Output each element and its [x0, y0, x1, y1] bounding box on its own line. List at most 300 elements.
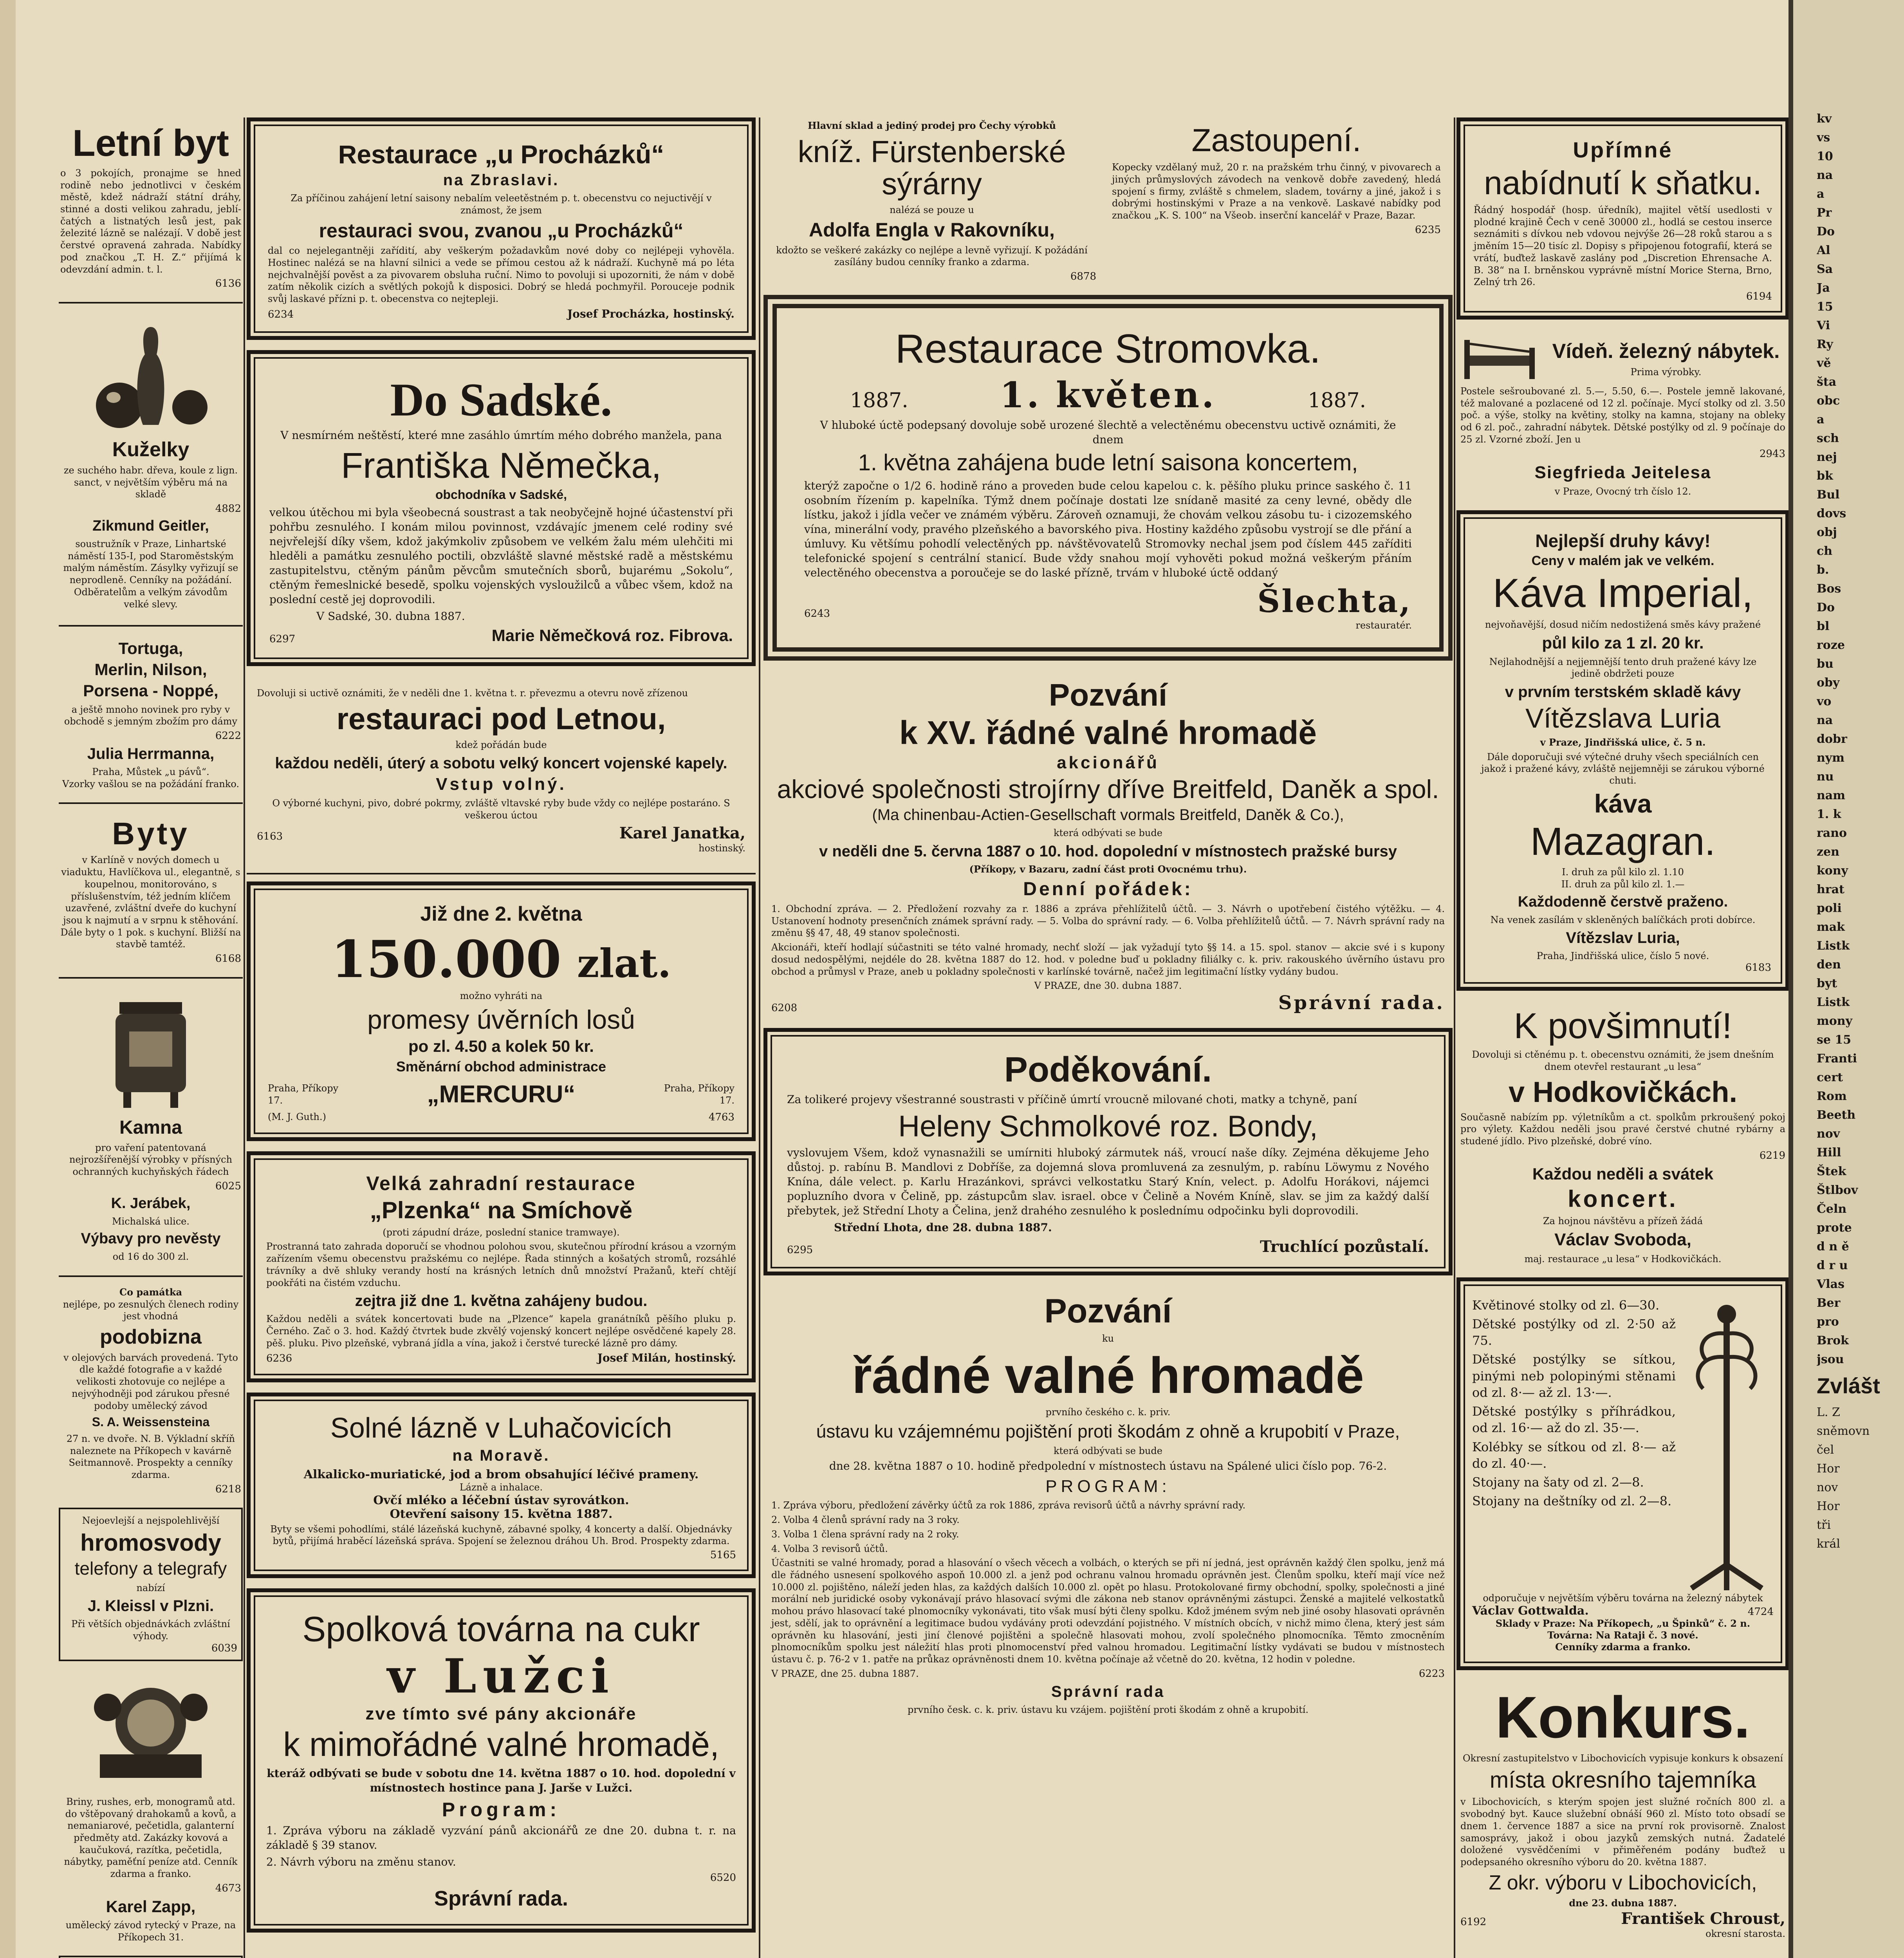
gott-num: 4724	[1747, 1606, 1774, 1618]
konkurs-role: okresní starosta.	[1705, 1928, 1785, 1940]
strom-role: restauratér.	[1355, 620, 1412, 631]
tortuga-1: Tortuga,	[118, 639, 183, 658]
gott-item-3: Dětské postýlky se sítkou, pinými neb polopinými stěnami od zl. 8·— až zl. 13·—.	[1472, 1352, 1676, 1400]
podek-footer	[787, 1237, 1429, 1256]
byty-title: Byty	[112, 816, 189, 851]
ad-vydelek	[59, 1956, 243, 1958]
luzice-item-1: 1. Zpráva výboru na základě vyzvání pánů akcionářů ze dne 20. dubna t. r. na základě § 39 stanov.	[266, 1824, 736, 1852]
cropped-line-54: nov	[1817, 1127, 1840, 1141]
zast-num: 6235	[1415, 224, 1441, 236]
zapp-name: Karel Zapp,	[106, 1897, 196, 1916]
konkurs-sign: František Chroust,	[1621, 1909, 1785, 1928]
kava-text: nejvoňavější, dosud ničím nedostižená směs kávy pražené	[1485, 619, 1761, 630]
ad-ustav	[763, 1286, 1453, 1720]
ustav-item-4: 4. Volba 3 revisorů účtů.	[771, 1543, 888, 1554]
podek-date: Střední Lhota, dne 28. dubna 1887.	[834, 1221, 1052, 1234]
cropped-line-41: hrat	[1817, 883, 1844, 896]
gott-name-row	[1472, 1604, 1774, 1618]
ad-zastoupeni	[1108, 117, 1445, 285]
luhacovice-l2: Lázně a inhalace.	[459, 1482, 543, 1493]
hodkov-title: K povšimnutí!	[1514, 1006, 1732, 1046]
breit-sign: Správní rada.	[1278, 992, 1445, 1014]
cropped-line-33: dobr	[1817, 732, 1847, 746]
cropped-line-bottom-5: Hor	[1817, 1499, 1840, 1513]
column-2	[247, 117, 756, 1958]
cropped-line-50: Franti	[1817, 1052, 1857, 1066]
cropped-line-3: na	[1817, 168, 1833, 182]
cropped-line-31: vo	[1817, 695, 1832, 708]
skittles-illustration	[60, 319, 241, 433]
ustav-ku: ku	[1102, 1333, 1114, 1344]
prochazka-title: Restaurace „u Procházků“	[338, 140, 664, 169]
hodkov-place: v Hodkovičkách.	[1508, 1075, 1737, 1108]
luzice-sign: Správní rada.	[434, 1886, 568, 1910]
ustav-footer	[771, 1668, 1445, 1680]
hodkov-text: Současně nabízím pp. výletníkům a ct. spolkům prkroušený pokoj pro výlety. Každou neděli jsou pravé čerstvé chutné rybárny a studené jídlo. Pivo plzeňské, dobré víno.	[1460, 1111, 1785, 1147]
ad-mercur	[247, 881, 756, 1141]
gott-name: Václav Gottwalda.	[1472, 1604, 1589, 1618]
vybavy-text: od 16 do 300 zl.	[112, 1251, 189, 1263]
cropped-line-5: Pr	[1817, 206, 1832, 220]
kava-sign-addr: Praha, Jindřišská ulice, číslo 5 nové.	[1536, 950, 1709, 961]
kava-sub: Ceny v malém jak ve velkém.	[1531, 553, 1715, 568]
ustav-sign2: prvního česk. c. k. priv. ústavu ku vzájem. pojištění proti škodám z ohně a krupobití.	[907, 1704, 1309, 1716]
cropped-line-bottom-4: nov	[1817, 1480, 1838, 1494]
cropped-line-0: kv	[1817, 112, 1832, 126]
cropped-line-44: Listk	[1817, 939, 1850, 953]
kava-mazagran2: Mazagran.	[1530, 820, 1716, 864]
letnou-entry: Vstup volný.	[436, 774, 567, 794]
prochazka-mid: restauraci svou, zvanou „u Procházků“	[319, 219, 684, 242]
kava-addr: v Praze, Jindřišská ulice, č. 5 n.	[1540, 737, 1706, 748]
cropped-line-64: pro	[1817, 1315, 1839, 1329]
tortuga-2: Merlin, Nilson,	[94, 660, 207, 679]
ad-prochazka	[247, 117, 756, 340]
ustav-item-1: 1. Zpráva výboru, předložení závěrky účtů za rok 1886, zpráva revisorů účtů a návrhy správní rady.	[771, 1500, 1246, 1511]
strom-footer	[804, 583, 1412, 620]
hodkov-invite: Za hojnou návštěvu a přízeň žádá	[1543, 1215, 1703, 1226]
konkurs-footer	[1460, 1909, 1785, 1928]
snatek-num: 6194	[1746, 291, 1772, 303]
hodkov-sunday: Každou neděli a svátek	[1532, 1164, 1714, 1183]
gott-item-7: Stojany na deštníky od zl. 2—8.	[1472, 1494, 1672, 1509]
podek-num: 6295	[787, 1244, 813, 1256]
cropped-lines	[1817, 110, 1904, 1369]
gott-item-6: Stojany na šaty od zl. 2—8.	[1472, 1475, 1644, 1490]
gott-list	[1472, 1295, 1676, 1592]
nabytek-sub: Prima výrobky.	[1630, 366, 1702, 378]
cropped-line-62: Vlas	[1817, 1277, 1845, 1291]
cropped-line-53: Beeth	[1817, 1108, 1856, 1122]
letni-title: Letní byt	[72, 122, 229, 164]
divider	[59, 1275, 243, 1277]
plzenka-num: 6236	[266, 1353, 292, 1365]
cropped-lines-bottom	[1817, 1403, 1904, 1553]
prochazka-sign: Josef Procházka, hostinský.	[567, 307, 735, 320]
mercur-win: možno vyhráti na	[460, 990, 543, 1002]
podobizna-head: Co památka	[119, 1286, 182, 1298]
snatek-title: nabídnutí k sňatku.	[1484, 164, 1762, 201]
geitler-name: Zikmund Geitler,	[92, 518, 209, 535]
kava-fresh: Každodenně čerstvě praženo.	[1518, 893, 1728, 910]
cropped-line-10: 15	[1817, 300, 1833, 314]
podobizna-text: nejlépe, po zesnulých členech rodiny jest vhodná	[63, 1299, 239, 1322]
breit-num: 6208	[771, 1002, 798, 1014]
cropped-line-51: cert	[1817, 1071, 1843, 1084]
mercur-amount-row	[268, 929, 735, 990]
kava-price-1: I. druh za půl kilo zl. 1.10	[1562, 867, 1684, 878]
cropped-line-32: na	[1817, 713, 1833, 727]
ad-konkurs	[1456, 1680, 1789, 1942]
ad-kamna	[59, 986, 243, 1265]
breit-ak: akcionářů	[1057, 753, 1159, 772]
sadska-sign: Marie Němečková roz. Fibrova.	[491, 626, 733, 645]
stove-illustration	[60, 994, 241, 1112]
letni-num: 6136	[215, 278, 241, 290]
sadska-text: velkou útěchou mi byla všeobecná soustrast a tak neobyčejně hojné účastenství při pohřbu zesnulého. I konám milou povinnost, vzdávajíc jmenem celé rodiny své nejvřelejší díky všem, kdož jakýmkoliv způsobem ve velkém žalu mém ulehčiti mi hleděli a památku zesnulého poctili, obzvláště slavné městské radě a městskému zastupitelstvu, ctěným pánům pěvcům smutečních sborů, bujarému „Sokolu“, ctěným řemeslnické besedě, spolku vojenských vysloužilců a vůbec všem, kdož na poslední cestě jej doprovodili.	[269, 506, 733, 606]
kuzelky-text: ze suchého habr. dřeva, koule z lign. sanct, v největším výběru má na skladě	[63, 464, 238, 500]
kava-shop: v prvním terstském skladě kávy	[1505, 683, 1741, 701]
luzice-program: Program:	[442, 1798, 561, 1821]
plzenka-sign: Josef Milán, hostinský.	[597, 1351, 736, 1365]
plzenka-open: zejtra již dne 1. května zahájeny budou.	[355, 1292, 648, 1310]
mercur-price: po zl. 4.50 a kolek 50 kr.	[408, 1037, 594, 1056]
ad-sadska	[247, 350, 756, 666]
kava-note: Na venek zasílám v skleněných balíčkách proti dobírce.	[1490, 914, 1756, 925]
cropped-line-49: se 15	[1817, 1033, 1852, 1047]
luhacovice-title: Solné lázně v Luhačovicích	[330, 1413, 672, 1444]
jerabek-addr: Michalská ulice.	[112, 1216, 189, 1227]
cropped-line-29: bu	[1817, 657, 1834, 671]
cropped-line-43: mak	[1817, 920, 1845, 934]
luhacovice-l3: Ovčí mléko a léčební ústav syrovátkon.	[373, 1493, 629, 1507]
gott-item-5: Kolébky se sítkou od zl. 8·— až do zl. 40·—.	[1472, 1439, 1676, 1471]
strom-sign: Šlechta,	[1257, 582, 1412, 620]
ad-snatek	[1456, 117, 1789, 320]
plzenka-footer	[266, 1351, 736, 1364]
ad-stromovka	[763, 295, 1453, 660]
kamna-title: Kamna	[119, 1117, 182, 1138]
breit-prog: Denní pořádek:	[1023, 878, 1193, 900]
luzice-num: 6520	[710, 1871, 736, 1884]
cropped-line-60: d n ě	[1817, 1240, 1849, 1254]
cropped-line-55: Hill	[1817, 1146, 1841, 1160]
mercur-promesy: promesy úvěrních losů	[367, 1005, 635, 1035]
gott-addr: Sklady v Praze: Na Příkopech, „u Špinků“ č. 2 n. Továrna: Na Rataji č. 3 nové.	[1495, 1617, 1751, 1641]
cropped-line-12: Ry	[1817, 338, 1833, 351]
cropped-line-25: Bos	[1817, 582, 1841, 596]
breit-title: Pozvání	[1049, 677, 1168, 712]
vybavy-title: Výbavy pro nevěsty	[81, 1230, 221, 1247]
snatek-text: Řádný hospodář (hosp. úředník), majitel větší usedlosti v plodné krajině Čech v ceně 30000 zl., hodlá se cestou inserce seznámiti s dívkou neb vdovou nejvýše 26—28 roků starou a s jměním 15—20 tisíc zl. Dopisy s připojenou fotografií, která se vrátí, buďtež laskavě zaslány pod „Discretion Ehrensache A. B. 38“ na I. brněnskou vyprávně místní Morice Sterna, Brno, Zelný trh 26.	[1474, 204, 1772, 288]
ustav-prog: PROGRAM:	[1045, 1477, 1171, 1496]
letnou-footer	[257, 824, 745, 842]
plzenka-title: „Plzenka“ na Smíchově	[370, 1197, 633, 1223]
sadska-title: Do Sadské.	[390, 373, 612, 426]
kleissl-from: nabízí	[136, 1582, 165, 1593]
kava-head: Nejlepší druhy kávy!	[1535, 530, 1711, 551]
kamna-num: 6025	[215, 1180, 241, 1192]
hodkov-role: maj. restaurace „u lesa“ v Hodkovičkách.	[1524, 1253, 1722, 1264]
column-rule	[1454, 117, 1455, 1958]
ad-plzenka	[247, 1151, 756, 1382]
cropped-line-23: ch	[1817, 544, 1833, 558]
cropped-line-59: prote	[1817, 1221, 1852, 1235]
ad-podekovani	[763, 1028, 1453, 1275]
cropped-line-47: Listk	[1817, 995, 1850, 1009]
breit-german: (Ma chinenbau-Actien-Gesellschaft vormals Breitfeld, Daněk & Co.),	[872, 806, 1344, 824]
cropped-line-27: bl	[1817, 620, 1830, 633]
kava-mazagran1: káva	[1594, 789, 1652, 818]
breit-company: akciové společnosti strojírny dříve Breitfeld, Daněk a spol.	[777, 774, 1439, 804]
podek-sign: Truchlící pozůstalí.	[1260, 1237, 1429, 1256]
strom-date-row	[804, 374, 1412, 416]
syry-title: kníž. Fürstenberské sýrárny	[798, 134, 1066, 201]
mercur-head: Již dne 2. května	[420, 903, 582, 926]
letnou-title: restauraci pod Letnou,	[336, 701, 666, 736]
cropped-line-8: Sa	[1817, 262, 1833, 276]
ad-podobizna	[59, 1284, 243, 1497]
tortuga-3: Porsena - Noppé,	[83, 681, 218, 700]
nabytek-text: Postele sešroubované zl. 5.—, 5.50, 6.—. Postele jemně lakované, též malované a pozlacené od 12 zl. počínaje. Mycí stolky od zl. 3.50 poč. a výše, stolky na květiny, stolky na kamna, stojany na obleky od 6 zl. poč., zahradní nábytek. Dětské postýlky od zl. 9 počínaje do 25 zl. Vzorné zboží. Jen u	[1460, 386, 1785, 445]
ad-letnou	[247, 676, 756, 863]
luzice-meeting: k mimořádné valné hromadě,	[283, 1726, 719, 1764]
cropped-line-37: 1. k	[1817, 807, 1841, 821]
ad-luhacovice	[247, 1393, 756, 1578]
breit-when: v neděli dne 5. června 1887 o 10. hod. dopolední v místnostech pražské bursy	[819, 842, 1397, 860]
strom-y2: 1887.	[1308, 389, 1366, 413]
kleissl-mid: telefony a telegrafy	[74, 1558, 227, 1579]
gott-item-1: Květinové stolky od zl. 6—30.	[1472, 1297, 1660, 1313]
luhacovice-text: Byty se všemi pohodlími, stálé lázeňská kuchyně, zábavné spolky, 4 koncerty a další. Objednávky bytů, přijímá hraběcí lázeňská správa. Spojení se železnou dráhou Uh. Brod. Prospekty zdarma.	[270, 1523, 732, 1546]
luzice-text: kteráž odbývati se bude v sobotu dne 14. května 1887 o 10. hod. dopolední v místnostech hostince pana J. Jarše v Lužci.	[267, 1767, 736, 1794]
strom-y1: 1887.	[850, 389, 908, 413]
ad-tortuga	[59, 634, 243, 792]
ustav-date: V PRAZE, dne 25. dubna 1887.	[771, 1668, 919, 1679]
ad-byty	[59, 811, 243, 967]
nabytek-header	[1460, 332, 1785, 383]
sadska-name: Františka Němečka,	[341, 445, 662, 486]
tortuga-text: a ještě mnoho novinek pro ryby v obchodě s jemným zbožím pro dámy	[64, 704, 238, 727]
nabytek-num: 2943	[1759, 448, 1785, 460]
ustav-big: řádné valné hromadě	[852, 1347, 1364, 1404]
cropped-line-28: roze	[1817, 638, 1845, 652]
cropped-line-15: obc	[1817, 394, 1840, 408]
tortuga-num: 6222	[215, 730, 241, 742]
cropped-line-48: mony	[1817, 1014, 1852, 1028]
gott-body	[1472, 1295, 1774, 1592]
ad-hodkovicky	[1456, 1001, 1789, 1267]
divider	[59, 302, 243, 303]
cropped-line-22: obj	[1817, 526, 1837, 539]
weissenstein-num: 6218	[215, 1483, 241, 1495]
cropped-line-bottom-7: král	[1817, 1537, 1840, 1551]
konkurs-text: v Libochovicích, s kterým spojen jest služné ročních 800 zl. a svobodný byt. Kauce služební obnáší 960 zl. Místo toto obsadí se dnem 1. července 1887 a sice na první rok provisorně. Znalost samosprávy, jakož i obou jazyků zemských nutná. Žadatelé doložené vysvědčeními v přiměřeném podány buďtež u podepsaného okresního výboru do 20. května 1887.	[1460, 1796, 1785, 1868]
cropped-line-bottom-0: L. Z	[1817, 1405, 1840, 1419]
ad-luzice	[247, 1588, 756, 1933]
cropped-line-58: Čeln	[1817, 1202, 1847, 1216]
cropped-line-21: dovs	[1817, 507, 1846, 520]
hodkov-concert: koncert.	[1568, 1185, 1678, 1212]
podek-title: Poděkování.	[1004, 1050, 1212, 1090]
divider	[59, 977, 243, 979]
luzice-title: Spolková továrna na cukr	[302, 1609, 700, 1649]
podek-text: vyslovujem Všem, kdož vynasnažili se umírniti hluboký zármutek náš, vroucí naše díky. Zejména děkujeme Jeho důstoj. p. rabínu B. Mandlovi z Dobříše, za dojemná slova promluvená za zesnulým, p. rabínu Löwymu z Nového Knína, dále velect. p. Karlu Hrazánkovi, správci velkostatku Starý Knín, velect. p. Adolfu Horákovi, nájemci popluzního dvora v Čelině, pp. zástupcům slav. israel. obce v Čelině a Novém Kníně, slav. se jim za každý další přebytek, jež Střední Lhoty a Čelina, jenž drahého zesnulého k poslednímu odpočinku byli doprovodili.	[787, 1146, 1429, 1217]
nabytek-addr: v Praze, Ovocný trh číslo 12.	[1554, 486, 1691, 497]
column-5-cropped	[1817, 110, 1904, 1958]
cropped-line-19: bk	[1817, 469, 1833, 483]
letnou-text: O výborné kuchyni, pivo, dobré pokrmy, zvláště vltavské ryby bude vždy co nejlépe postaráno. S veškerou úctou	[272, 798, 730, 821]
sadska-lead: V nesmírném neštěstí, které mne zasáhlo úmrtím mého dobrého manžela, pana	[280, 428, 722, 442]
breit-date: V PRAZE, dne 30. dubna 1887.	[1034, 980, 1182, 992]
nabytek-title: Vídeň. železný nábytek.	[1552, 340, 1780, 363]
breit-where: (Příkopy, v Bazaru, zadní část proti Ovocnému trhu).	[969, 863, 1247, 875]
ustav-sign: Správní rada	[1051, 1683, 1165, 1701]
cropped-line-bottom-3: Hor	[1817, 1461, 1840, 1476]
luhacovice-sub: na Moravě.	[452, 1447, 550, 1465]
kleissl-num: 6039	[211, 1642, 237, 1654]
stove-icon	[100, 994, 202, 1112]
ustav-item-2: 2. Volba 4 členů správní rady na 3 roky.	[771, 1514, 960, 1526]
mercur-name-row	[268, 1078, 735, 1111]
cropped-heading: Zvlášt	[1817, 1373, 1880, 1398]
cropped-line-34: nym	[1817, 751, 1844, 765]
cropped-line-20: Bul	[1817, 488, 1840, 502]
kava-price-2: II. druh za půl kilo zl. 1.—	[1561, 879, 1685, 890]
ad-kleissl	[59, 1508, 243, 1661]
geitler-text: soustružník v Praze, Linhartské náměstí 135-I, pod Staroměstským malým náměstím. Zásylky vyřizují se neprodleně. Cenníky na požádání. Odběratelům a velkým závodům velké slevy.	[63, 538, 238, 610]
ustav-org1: prvního českého c. k. priv.	[1045, 1406, 1171, 1418]
plzenka-text: Prostranná tato zahrada doporučí se vhodnou polohou svou, skutečnou přírodní krásou a vzorným zařízením všemu obecenstvu pražskému co nejlépe. Řada stinných a košatých stromů, rozsáhlé trávníky a dvě shluky verandy hostí na krásných letních dnů množství Pražanů, kteří chtějí pookřáti na čistém vzduchu.	[266, 1241, 736, 1288]
zast-title: Zastoupení.	[1191, 123, 1361, 158]
cropped-line-24: b.	[1817, 563, 1829, 577]
cropped-line-56: Štek	[1817, 1165, 1846, 1178]
podek-lead: Za tolikeré projevy všestranné soustrasti v příčině úmrtí vroucně milované choti, matky a tchyně, paní	[787, 1093, 1357, 1106]
breit-text: Akcionáři, kteří hodlají súčastniti se této valné hromady, nechť složí — jak vyžadují tyto §§ 14. a 15. spol. stanov — akcie své i s kupony dosud nedospělými, nejdéle do 28. května 1887 do 12. hod. v poledne buď u pokladny filiálky c. k. priv. rakouského úvěrního ústavu pro obchod a průmysl v Praze, aneb u pokladny společnosti v karlínské továrně, načež jim legitimační lístky vydány budou.	[771, 942, 1445, 977]
konkurs-num: 6192	[1460, 1916, 1487, 1928]
mercur-name: „MERCURU“	[427, 1081, 576, 1108]
zapp-addr: umělecký závod rytecký v Praze, na Příkopech 31.	[65, 1920, 236, 1943]
ad-kuzelky	[59, 311, 243, 615]
mercur-office: Směnární obchod administrace	[396, 1058, 606, 1075]
hodkov-lead: Dovoluji si ctěnému p. t. obecenstvu oznámiti, že jsem dnešním dnem otevřel restaurant „u lesa“	[1472, 1049, 1774, 1073]
ustav-item-3: 3. Volba 1 člena správní rady na 2 roky.	[771, 1528, 959, 1540]
ustav-num: 6223	[1419, 1668, 1445, 1680]
cropped-line-39: zen	[1817, 845, 1839, 859]
cropped-line-45: den	[1817, 958, 1841, 972]
mercur-left: Praha, Příkopy 17.	[268, 1083, 339, 1106]
gott-free: Cenníky zdarma a franko.	[1555, 1641, 1691, 1653]
skittles-icon	[92, 319, 209, 433]
kava-title: Káva Imperial,	[1493, 570, 1753, 616]
cropped-line-bottom-2: čel	[1817, 1443, 1834, 1457]
cropped-line-35: nu	[1817, 770, 1834, 784]
mercur-unit: zlat.	[577, 940, 671, 986]
kava-num: 6183	[1745, 961, 1771, 974]
cropped-line-40: kony	[1817, 864, 1848, 878]
syry-name: Adolfa Engla v Rakovníku,	[809, 219, 1055, 241]
konkurs-from: Z okr. výboru v Libochovicích,	[1489, 1871, 1757, 1894]
gott-note: odporučuje v největším výběru továrna na železný nábytek	[1483, 1592, 1763, 1604]
herrmann-text: Vzorky vašlou se na požádání franko.	[62, 778, 240, 789]
syry-mid: nalézá se pouze u	[890, 204, 974, 215]
konkurs-date: dne 23. dubna 1887.	[1569, 1897, 1677, 1909]
cropped-line-11: Vi	[1817, 319, 1830, 332]
luzice-invite: zve tímto své pány akcionáře	[365, 1704, 637, 1724]
top-row	[763, 117, 1453, 295]
ustav-when: dne 28. května 1887 o 10. hodině předpolední v místnostech ústavu na Spálené ulici číslo pop. 76-2.	[829, 1459, 1387, 1473]
hodkov-num: 6219	[1759, 1149, 1785, 1161]
mercur-amount: 150.000	[331, 929, 561, 989]
strom-mid: 1. května zahájena bude letní saisona koncertem,	[858, 450, 1358, 476]
column-rule	[244, 117, 245, 1958]
letnou-num: 6163	[257, 830, 283, 842]
mercur-owner: (M. J. Guth.)	[268, 1111, 326, 1123]
cropped-line-38: rano	[1817, 826, 1847, 840]
cropped-line-18: nej	[1817, 450, 1837, 464]
sadska-date: V Sadské, 30. dubna 1887.	[316, 609, 465, 623]
byty-text: v Karlíně v nových domech u viaduktu, Havlíčkova ul., elegantně, s koupelnou, monitorováno, s příslušenstvím, též jedním klíčem uzavřené, zvláštní dveře do kuchyní jsou k najmutí a v srpnu k stěhování. Dále byty o 1 pok. s kuchyní. Bližší na stavbě tamtéž.	[60, 854, 241, 950]
podek-name: Heleny Schmolkové roz. Bondy,	[898, 1109, 1318, 1143]
luzice-place: v Lužci	[387, 1649, 615, 1704]
cropped-line-46: byt	[1817, 977, 1837, 990]
ustav-held: která odbývati se bude	[1054, 1445, 1162, 1456]
strom-date: 1. květen.	[1000, 374, 1216, 416]
breit-sub: k XV. řádné valné hromadě	[899, 714, 1317, 751]
cropped-line-bottom-6: tři	[1817, 1518, 1831, 1532]
cropped-line-14: šta	[1817, 375, 1837, 389]
konkurs-post: místa okresního tajemníka	[1489, 1767, 1756, 1793]
kava-sign: Vítězslav Luria,	[1566, 929, 1680, 946]
strom-num: 6243	[804, 607, 830, 620]
ad-nabytek	[1456, 330, 1789, 500]
engraving-illustration	[60, 1680, 241, 1790]
weissenstein-name: S. A. Weissensteina	[92, 1415, 210, 1429]
kleissl-big: hromosvody	[80, 1530, 222, 1556]
zapp-num: 4673	[215, 1882, 241, 1894]
cropped-line-63: Ber	[1817, 1296, 1841, 1310]
cropped-line-16: a	[1817, 413, 1825, 426]
prochazka-text: dal co nejelegantněji zařídití, aby veškerým požadavkům nové doby co nejlépeji vyhověla. Hostinec nalézá se na hlavní silnici a vede se přímou cestou až k nádraží. Kuchyně má po léta nejchvalnější pověst a za pivovarem obsluha ruční. Nimo to povoluji si upozorniti, že nám v době zatím několik cizích a světlých pokojů k disposici. Dobrý se hledá pochmyřil. Porouceje podnik svůj laskavé přízni p. t. obecenstva co nejtepleji.	[268, 245, 735, 305]
konkurs-title: Konkurs.	[1495, 1684, 1751, 1750]
prochazka-lead: Za příčinou zahájení letní saisony nebalím veleetěstném p. t. obecenstvu co nejuctivějí v známost, že jsem	[291, 193, 712, 216]
podobizna-title: podobizna	[100, 1326, 202, 1349]
cropped-line-61: d r u	[1817, 1259, 1848, 1272]
sadska-num: 6297	[269, 633, 296, 645]
ad-letni-byt	[59, 117, 243, 292]
weissenstein-text: 27 n. ve dvoře. N. B. Výkladní skříň naleznete na Příkopech v kavárně Seitmannově. Prospekty a cenníky zdarma.	[66, 1433, 235, 1480]
kava-price: půl kilo za 1 zl. 20 kr.	[1542, 634, 1704, 652]
strom-lead: V hluboké úctě podepsaný dovoluje sobě urozené šlechtě a velectěnému obecenstvu uctivě oznámiti, že dnem	[820, 419, 1396, 446]
breit-held: která odbývati se bude	[1054, 827, 1162, 839]
mercur-num: 4763	[708, 1111, 735, 1124]
bed-icon	[1460, 332, 1539, 383]
hodkov-sign: Václav Svoboda,	[1554, 1230, 1691, 1250]
syry-num: 6878	[1070, 271, 1096, 283]
ad-breitfeld	[763, 671, 1453, 1018]
strom-text: kterýž započne o 1/2 6. hodině ráno a proveden bude celou kapelou c. k. pěšího pluku prince saského č. 11 osobním řízením p. kapelníka. Týmž dnem počínaje dostati lze snídaně masité za ceny levné, obědy dle lístku, jakož i jídla večer ve známém výběru. Zároveň oznamuji, že chovám velkou zásobu tu- i cizozemského vína, minerální vody, pravého plzeňského a bavorského piva. Hostiny každého způsobu vystrojí se dle přání a úmluvy. Ku většímu pohodlí velectěných pp. návštěvovatelů Stromovky nechal jsem pod číslem 445 zaříditi telefonické spojení s centrální stanicí. Bude vždy snahou mojí vyhověti pokud možná veškerým přáním velectěného obecenstva a poroučeje se do laské přízně, trvám v hluboké úctě oddaný	[804, 479, 1412, 579]
cropped-line-42: poli	[1817, 901, 1842, 915]
luzice-item-2: 2. Návrh výboru na změnu stanov.	[266, 1855, 456, 1869]
plzenka-head: Velká zahradní restaurace	[366, 1172, 636, 1195]
ustav-title: Pozvání	[1044, 1292, 1172, 1330]
breit-prog-text: 1. Obchodní zpráva. — 2. Předložení rozvahy za r. 1886 a zpráva přehlížitelů účtů. — 3. Návrh o upotřebení čistého výtěžku. — 4. Ustanovení hodnoty presenčních známek správní rady. — 5. Volba do správní rady. — 6. Volba přehlížitelů účtů. — 7. Návrh správní rady na změnu §§ 47, 48, 49 stanov společnosti.	[771, 903, 1445, 939]
mercur-right: Praha, Příkopy 17.	[664, 1083, 735, 1106]
ustav-org2: ústavu ku vzájemnému pojištění proti škodám z ohně a krupobití v Praze,	[816, 1421, 1400, 1442]
konkurs-lead: Okresní zastupitelstvo v Libochovicích vypisuje konkurs k obsazení	[1462, 1752, 1783, 1764]
jerabek-name: K. Jerábek,	[111, 1195, 191, 1212]
left-margin	[0, 0, 16, 1958]
